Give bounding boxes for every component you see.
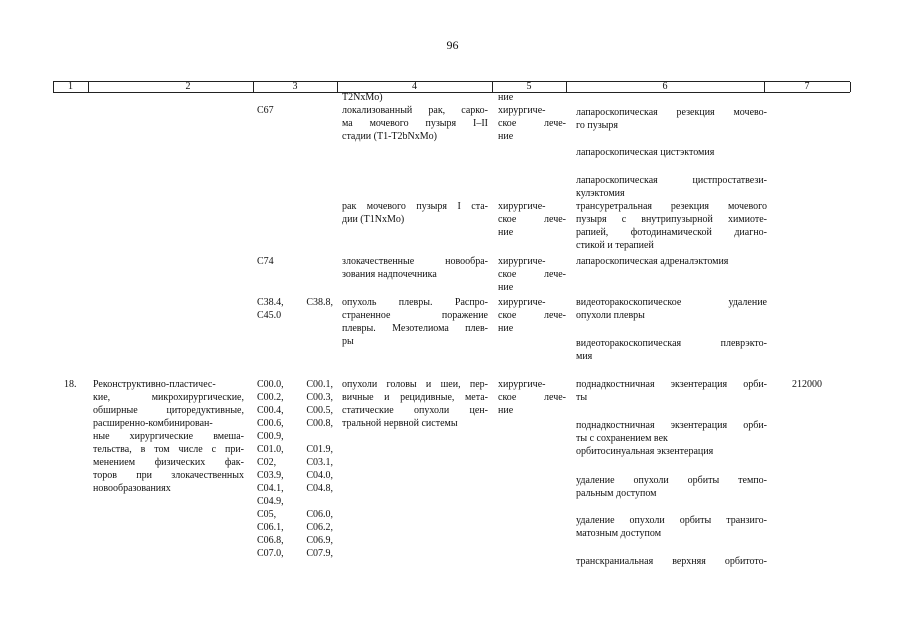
header-col-1: 1 [68, 81, 73, 92]
cell-text: опухоли головы и шеи, пер- [342, 379, 488, 390]
cell-text: пузыря с внутрипузырной химиоте- [576, 214, 767, 225]
cell-text: орбитосинуальная экзентерация [576, 446, 714, 457]
cell-text: ние [498, 92, 514, 103]
cell-text: видеоторакоскопическая плеврэкто- [576, 338, 767, 349]
cell-text: ское лече- [498, 214, 566, 225]
cell-text: лапароскопическая цистпростатвези- [576, 175, 767, 186]
cell-text: ское лече- [498, 269, 566, 280]
cell-icd-code: C06.1, C06.2, [257, 522, 333, 533]
cell-text: ты [576, 392, 588, 403]
cell-text: лапароскопическая адреналэктомия [576, 256, 729, 267]
cell-text: расширенно-комбинирован- [93, 418, 213, 429]
cell-icd-code: C01.0, C01.9, [257, 444, 333, 455]
cell-icd-code: C00.2, C00.3, [257, 392, 333, 403]
cell-text: лапароскопическая резекция мочево- [576, 107, 767, 118]
header-col-6: 6 [662, 81, 668, 92]
table-header [53, 81, 850, 93]
header-col-7: 7 [804, 81, 810, 92]
cell-text: транскраниальная верхняя орбитото- [576, 556, 767, 567]
cell-text: ское лече- [498, 310, 566, 321]
cell-icd-code: C00.6, C00.8, [257, 418, 333, 429]
cell-text: вичные и рецидивные, мета- [342, 392, 488, 403]
header-col-2: 2 [185, 81, 191, 92]
cell-text: менением физических фак- [93, 457, 244, 468]
cell-icd-code: C06.8, C06.9, [257, 535, 333, 546]
cell-text: хирургиче- [498, 105, 546, 116]
cell-text: тельства, в том числе с при- [93, 444, 244, 455]
cell-text: видеоторакоскопическое удаление [576, 297, 767, 308]
cell-text: рак мочевого пузыря I ста- [342, 201, 488, 212]
cell-text: обширные циторедуктивные, [93, 405, 244, 416]
cell-text: ры [342, 336, 354, 347]
cell-text: ние [498, 282, 514, 293]
cell-text: ние [498, 131, 514, 142]
cell-price: 212000 [792, 379, 822, 390]
cell-icd-code: C04.9, [257, 496, 284, 507]
cell-text: хирургиче- [498, 256, 546, 267]
cell-text: ское лече- [498, 392, 566, 403]
cell-text: дии (T1NxMo) [342, 214, 405, 225]
cell-text: злокачественные новообра- [342, 256, 488, 267]
cell-text: опухоль плевры. Распро- [342, 297, 488, 308]
cell-text: статические опухоли цен- [342, 405, 488, 416]
cell-text: страненное поражение [342, 310, 488, 321]
cell-text: мия [576, 351, 593, 362]
cell-icd-code: C00.0, C00.1, [257, 379, 333, 390]
cell-icd-code: C05, C06.0, [257, 509, 333, 520]
cell-text: лапароскопическая цистэктомия [576, 147, 715, 158]
cell-text: кулэктомия [576, 188, 625, 199]
cell-text: поднадкостничная экзентерация орби- [576, 379, 767, 390]
cell-text: тральной нервной системы [342, 418, 458, 429]
cell-text: ма мочевого пузыря I–II [342, 118, 488, 129]
cell-text: T2NxMo) [342, 92, 383, 103]
cell-icd-code: C38.4, C38.8, [257, 297, 333, 308]
cell-text: торов при злокачественных [93, 470, 244, 481]
cell-text: ское лече- [498, 118, 566, 129]
cell-text: хирургиче- [498, 379, 546, 390]
cell-text: ние [498, 323, 514, 334]
cell-text: удаление опухоли орбиты транзиго- [576, 515, 767, 526]
header-col-5: 5 [526, 81, 532, 92]
cell-icd-code: C03.9, C04.0, [257, 470, 333, 481]
cell-icd-code: C00.9, [257, 431, 284, 442]
cell-text: хирургиче- [498, 201, 546, 212]
cell-text: поднадкостничная экзентерация орби- [576, 420, 767, 431]
header-col-3: 3 [292, 81, 298, 92]
cell-icd-code: C00.4, C00.5, [257, 405, 333, 416]
cell-text: матозным доступом [576, 528, 662, 539]
cell-text: рапией, фотодинамической диагно- [576, 227, 767, 238]
cell-text: новообразованиях [93, 483, 171, 494]
cell-text: го пузыря [576, 120, 618, 131]
cell-text: стадии (T1-T2bNxMo) [342, 131, 437, 142]
cell-icd-code: C02, C03.1, [257, 457, 333, 468]
cell-text: стикой и терапией [576, 240, 654, 251]
cell-text: кие, микрохирургические, [93, 392, 244, 403]
cell-icd-code: C04.1, C04.8, [257, 483, 333, 494]
cell-text: плевры. Мезотелиома плев- [342, 323, 488, 334]
cell-text: ные хирургические вмеша- [93, 431, 244, 442]
cell-text: локализованный рак, сарко- [342, 105, 488, 116]
cell-text: ральным доступом [576, 488, 657, 499]
cell-text: Реконструктивно-пластичес- [93, 379, 216, 390]
cell-text: зования надпочечника [342, 269, 437, 280]
cell-text: трансуретральная резекция мочевого [576, 201, 767, 212]
cell-icd-code: C07.0, C07.9, [257, 548, 333, 559]
header-col-4: 4 [412, 81, 417, 92]
cell-icd-code: C45.0 [257, 310, 282, 321]
row-number: 18. [64, 379, 77, 390]
cell-text: ты с сохранением век [576, 433, 668, 444]
cell-text: ние [498, 405, 514, 416]
cell-text: удаление опухоли орбиты темпо- [576, 475, 767, 486]
cell-icd-code: C67 [257, 105, 274, 116]
cell-text: опухоли плевры [576, 310, 645, 321]
cell-text: хирургиче- [498, 297, 546, 308]
cell-text: ние [498, 227, 514, 238]
page-number: 96 [446, 38, 459, 52]
cell-icd-code: C74 [257, 256, 274, 267]
